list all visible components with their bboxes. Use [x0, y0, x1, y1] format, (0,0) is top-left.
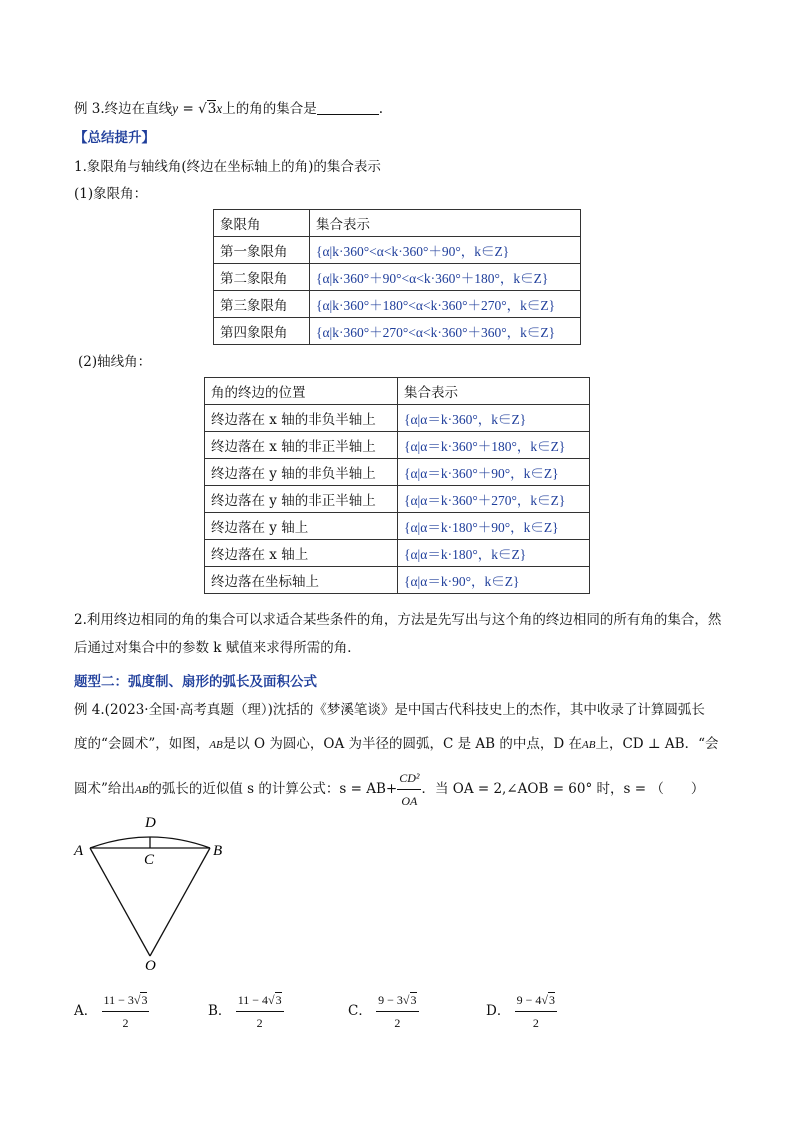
- table-cell: 终边落在 y 轴的非负半轴上: [205, 459, 398, 486]
- table-row: [205, 459, 590, 486]
- option-fraction: [102, 990, 150, 1033]
- table-cell: {α|α＝k·180°，k∈Z}: [398, 540, 590, 567]
- numerator-text: 11 − 4: [237, 993, 269, 1007]
- numerator-root: 3: [549, 993, 555, 1007]
- eq-equals: =: [178, 101, 199, 117]
- option-denominator: 2: [122, 1016, 129, 1030]
- option-fraction: [236, 990, 284, 1033]
- example-4-text: ．当 OA = 2,∠AOB = 60° 时，s = （ ）: [421, 781, 705, 797]
- option-letter: C．: [348, 1003, 372, 1019]
- option-numerator: 11 − 4√3: [236, 990, 284, 1012]
- table-cell: {α|k·360°<α<k·360°＋90°，k∈Z}: [310, 237, 581, 264]
- eq-root: 3: [207, 101, 217, 117]
- option-letter: A．: [74, 1003, 98, 1019]
- table-cell: {α|α＝k·360°＋90°，k∈Z}: [398, 459, 590, 486]
- numerator-text: 9 − 3: [378, 993, 403, 1007]
- example-4-line-2: [74, 734, 718, 755]
- point-1: 1.象限角与轴线角(终边在坐标轴上的角)的集合表示: [74, 159, 381, 175]
- example-4-text: 圆术”给出: [74, 781, 135, 797]
- quadrant-table: [213, 209, 581, 345]
- table-cell: 终边落在坐标轴上: [205, 567, 398, 594]
- table-cell: {α|α＝k·90°，k∈Z}: [398, 567, 590, 594]
- option-fraction: [376, 990, 418, 1033]
- radius-oa: [90, 848, 150, 956]
- option-numerator: 11 − 3√3: [102, 990, 150, 1012]
- label-b: B: [213, 843, 223, 859]
- table-row: [205, 405, 590, 432]
- summary-heading: 【总结提升】: [74, 130, 155, 146]
- option-letter: D．: [486, 1003, 511, 1019]
- example-3-end: .: [378, 101, 384, 117]
- example-4-line-3: [74, 768, 704, 811]
- header-cell: 集合表示: [398, 378, 590, 405]
- table-cell: 第三象限角: [214, 291, 310, 318]
- example-3-suffix: 上的角的集合是: [222, 101, 317, 117]
- table-row: [214, 291, 581, 318]
- arc-ab: AB: [209, 739, 223, 751]
- option-numerator: 9 − 4√3: [515, 990, 557, 1012]
- table-cell: 第二象限角: [214, 264, 310, 291]
- option-b[interactable]: [208, 990, 284, 1033]
- table-cell: {α|k·360°＋90°<α<k·360°＋180°，k∈Z}: [310, 264, 581, 291]
- table-cell: {α|k·360°＋180°<α<k·360°＋270°，k∈Z}: [310, 291, 581, 318]
- table-row: [205, 432, 590, 459]
- table-cell: 第一象限角: [214, 237, 310, 264]
- eq-x: x: [216, 101, 223, 116]
- option-denominator: 2: [532, 1016, 539, 1030]
- numerator-text: 11 − 3: [103, 993, 134, 1007]
- table-row: [205, 486, 590, 513]
- sub-2: (2)轴线角：: [78, 354, 152, 370]
- eq-y: y: [172, 101, 179, 116]
- answer-blank: [317, 100, 379, 115]
- option-a[interactable]: [74, 990, 149, 1033]
- option-denominator: 2: [394, 1016, 401, 1030]
- table-row: [205, 378, 590, 405]
- table-cell: {α|α＝k·180°＋90°，k∈Z}: [398, 513, 590, 540]
- table-cell: 终边落在 x 轴的非正半轴上: [205, 432, 398, 459]
- arc-ab: AB: [582, 739, 596, 751]
- label-o: O: [145, 958, 156, 974]
- table-row: [205, 540, 590, 567]
- option-numerator: 9 − 3√3: [376, 990, 418, 1012]
- radius-ob: [150, 848, 210, 956]
- table-row: [205, 567, 590, 594]
- table-row: [205, 513, 590, 540]
- label-c: C: [144, 852, 155, 868]
- header-cell: 集合表示: [310, 210, 581, 237]
- table-cell: 第四象限角: [214, 318, 310, 345]
- table-row: [214, 318, 581, 345]
- example-4-text: 度的“会圆术”，如图，: [74, 736, 210, 752]
- axis-table: [204, 377, 590, 594]
- point-2: 2.利用终边相同的角的集合可以求适合某些条件的角，方法是先写出与这个角的终边相同的所有角的集合，然后通过对集合中的参数 k 赋值来求得所需的角．: [74, 612, 722, 656]
- example-4-text: 是以 O 为圆心，OA 为半径的圆弧，C 是 AB 的中点，D 在: [222, 736, 583, 752]
- example-3: 例 3.终边在直线y = √3x上的角的集合是 .: [74, 101, 384, 117]
- table-cell: 终边落在 x 轴上: [205, 540, 398, 567]
- table-cell: {α|α＝k·360°＋270°，k∈Z}: [398, 486, 590, 513]
- formula-fraction: [397, 768, 421, 811]
- example-3-prefix: 例 3.终边在直线: [74, 101, 173, 117]
- table-row: [214, 210, 581, 237]
- table-cell: {α|α＝k·360°＋180°，k∈Z}: [398, 432, 590, 459]
- numerator-root: 3: [275, 993, 282, 1007]
- fraction-denominator: OA: [401, 794, 418, 808]
- numerator-root: 3: [410, 993, 417, 1007]
- option-d[interactable]: [486, 990, 557, 1033]
- label-a: A: [74, 843, 84, 859]
- table-row: [214, 264, 581, 291]
- example-4-text: 上，CD ⊥ AB．“会: [595, 736, 719, 752]
- numerator-root: 3: [141, 993, 148, 1007]
- numerator-text: 9 − 4: [516, 993, 542, 1007]
- option-denominator: 2: [256, 1016, 263, 1030]
- header-cell: 象限角: [214, 210, 310, 237]
- example-4-text: 的弧长的近似值 s 的计算公式：s = AB+: [148, 781, 398, 797]
- table-cell: 终边落在 y 轴的非正半轴上: [205, 486, 398, 513]
- label-d: D: [145, 815, 156, 831]
- fraction-numerator: CD²: [397, 768, 421, 790]
- arc-ab: AB: [134, 784, 149, 796]
- sub-1: (1)象限角：: [74, 186, 148, 202]
- table-cell: {α|α＝k·360°，k∈Z}: [398, 405, 590, 432]
- option-letter: B．: [208, 1003, 232, 1019]
- table-cell: {α|k·360°＋270°<α<k·360°＋360°，k∈Z}: [310, 318, 581, 345]
- table-cell: 终边落在 x 轴的非负半轴上: [205, 405, 398, 432]
- sector-figure: [70, 808, 230, 978]
- type-2-heading: 题型二：弧度制、扇形的弧长及面积公式: [74, 674, 317, 690]
- option-fraction: [515, 990, 557, 1033]
- table-row: [214, 237, 581, 264]
- option-c[interactable]: [348, 990, 419, 1033]
- table-cell: 终边落在 y 轴上: [205, 513, 398, 540]
- header-cell: 角的终边的位置: [205, 378, 398, 405]
- example-4-line-1: 例 4.(2023·全国·高考真题（理）)沈括的《梦溪笔谈》是中国古代科技史上的杰作，其中收录了计算圆弧长: [74, 702, 705, 718]
